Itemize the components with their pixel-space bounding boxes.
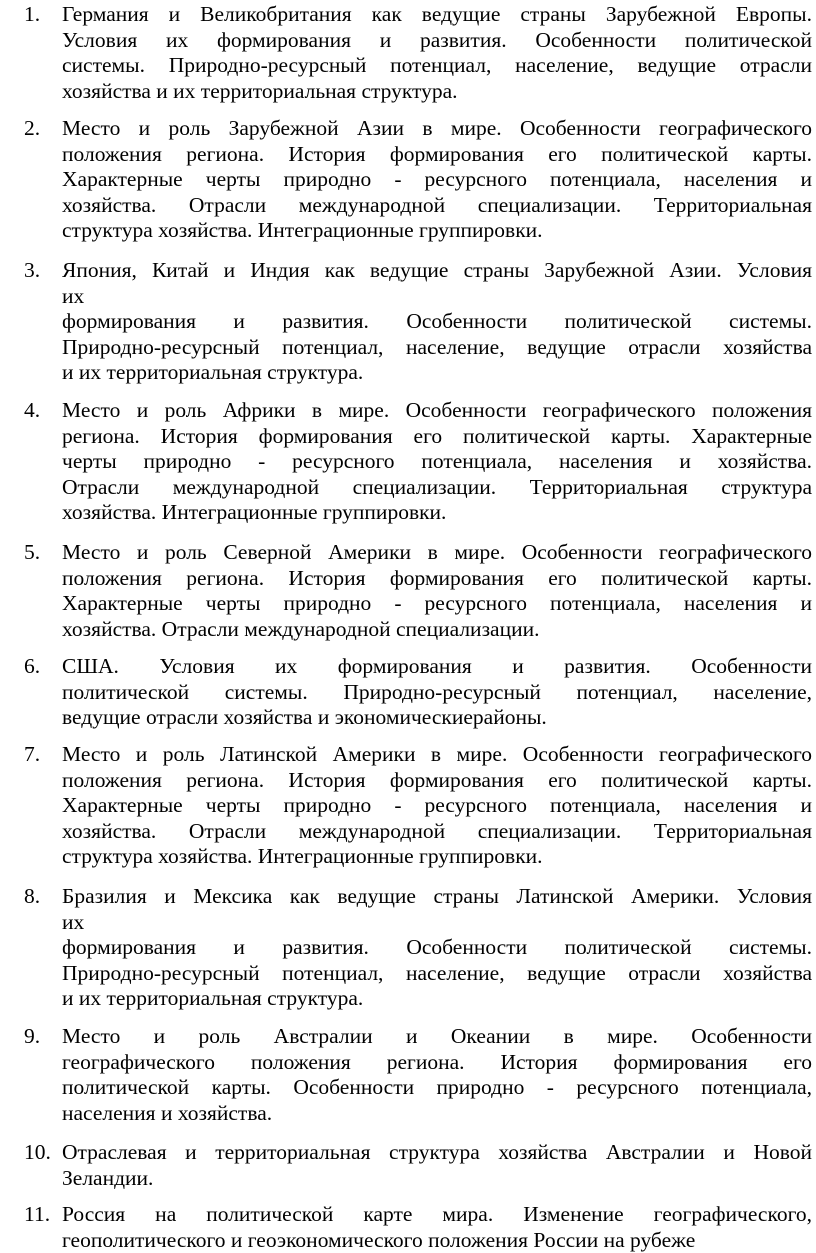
list-item-line: Бразилия и Мексика как ведущие страны Латинской Америки. Условия [62, 884, 812, 908]
list-item [0, 540, 812, 642]
list-item-line: хозяйства. Отрасли международной специализации. Территориальная [62, 192, 812, 217]
list-item-line: Германия и Великобритания как ведущие страны Зарубежной Европы. [62, 2, 812, 26]
list-item [0, 2, 812, 104]
list-item-line: положения региона. История формирования его политической карты. [62, 767, 812, 792]
list-item-number: 1. [24, 2, 41, 26]
list-item-line: черты природно - ресурсного потенциала, населения и хозяйства. [62, 449, 812, 474]
list-item [0, 398, 812, 526]
list-item-line: хозяйства и их территориальная структура. [62, 78, 458, 103]
list-item-line: формирования и развития. Особенности политической системы. [62, 935, 812, 960]
list-item-line: Природно-ресурсный потенциал, население, ведущие отрасли хозяйства [62, 960, 812, 985]
list-item-line: формирования и развития. Особенности политической системы. [62, 309, 812, 334]
list-item-number: 3. [24, 258, 41, 282]
list-item-line: Характерные черты природно - ресурсного потенциала, населения и [62, 167, 812, 192]
list-item-line: Характерные черты природно - ресурсного потенциала, населения и [62, 793, 812, 818]
list-item-number: 2. [24, 116, 41, 140]
list-item-line: хозяйства. Интеграционные группировки. [62, 500, 447, 525]
list-item-number: 9. [24, 1024, 41, 1048]
list-item-line: Россия на политической карте мира. Изменение географического, [62, 1202, 812, 1226]
list-item-line: Характерные черты природно - ресурсного потенциала, населения и [62, 591, 812, 616]
list-item [0, 258, 812, 386]
list-item-line: и их территориальная структура. [62, 360, 364, 385]
list-item-line: географического положения региона. История формирования его [62, 1049, 812, 1074]
list-item [0, 116, 812, 244]
list-item [0, 742, 812, 870]
list-item-line: Место и роль Латинской Америки в мире. Особенности географического [62, 742, 812, 766]
list-item-line: ведущие отрасли хозяйства и экономическиерайоны. [62, 705, 547, 730]
list-item-line: Место и роль Австралии и Океании в мире. Особенности [62, 1024, 812, 1048]
list-item [0, 1024, 812, 1126]
list-item-line: структура хозяйства. Интеграционные группировки. [62, 844, 543, 869]
list-item-line: политической карты. Особенности природно - ресурсного потенциала, [62, 1075, 812, 1100]
list-item-line: положения региона. История формирования его политической карты. [62, 141, 812, 166]
list-item-line: Отрасли международной специализации. Территориальная структура [62, 474, 812, 499]
list-item-line: политической системы. Природно-ресурсный потенциал, население, [62, 679, 812, 704]
list-item-line: положения региона. История формирования его политической карты. [62, 565, 812, 590]
list-item-line: хозяйства. Отрасли международной специализации. [62, 616, 540, 641]
list-item-line: их [62, 283, 85, 308]
list-item-number: 5. [24, 540, 41, 564]
list-item-number: 8. [24, 884, 41, 908]
list-item-line: геополитического и геоэкономического положения России на рубеже [62, 1227, 696, 1252]
list-item-line: и их территориальная структура. [62, 986, 364, 1011]
list-item [0, 884, 812, 1012]
list-item-line: США. Условия их формирования и развития. Особенности [62, 654, 812, 678]
list-item-line: населения и хозяйства. [62, 1100, 273, 1125]
list-item-line: их [62, 909, 85, 934]
list-item-line: Япония, Китай и Индия как ведущие страны Зарубежной Азии. Условия [62, 258, 812, 282]
list-item-number: 10. [24, 1140, 51, 1164]
list-item [0, 654, 812, 731]
list-item-line: Место и роль Северной Америки в мире. Особенности географического [62, 540, 812, 564]
list-item-line: Природно-ресурсный потенциал, население, ведущие отрасли хозяйства [62, 334, 812, 359]
list-item-line: системы. Природно-ресурсный потенциал, население, ведущие отрасли [62, 53, 812, 78]
list-item-line: Место и роль Зарубежной Азии в мире. Особенности географического [62, 116, 812, 140]
list-item-line: Зеландии. [62, 1165, 154, 1190]
list-item [0, 1202, 812, 1253]
list-item-line: региона. История формирования его политической карты. Характерные [62, 423, 812, 448]
list-item-number: 4. [24, 398, 41, 422]
list-item-number: 7. [24, 742, 41, 766]
list-item [0, 1140, 812, 1191]
list-item-line: структура хозяйства. Интеграционные группировки. [62, 218, 543, 243]
list-item-number: 6. [24, 654, 41, 678]
list-item-line: хозяйства. Отрасли международной специализации. Территориальная [62, 818, 812, 843]
list-item-line: Отраслевая и территориальная структура хозяйства Австралии и Новой [62, 1140, 812, 1164]
list-item-line: Место и роль Африки в мире. Особенности географического положения [62, 398, 812, 422]
list-item-number: 11. [24, 1202, 51, 1226]
list-item-line: Условия их формирования и развития. Особенности политической [62, 27, 812, 52]
